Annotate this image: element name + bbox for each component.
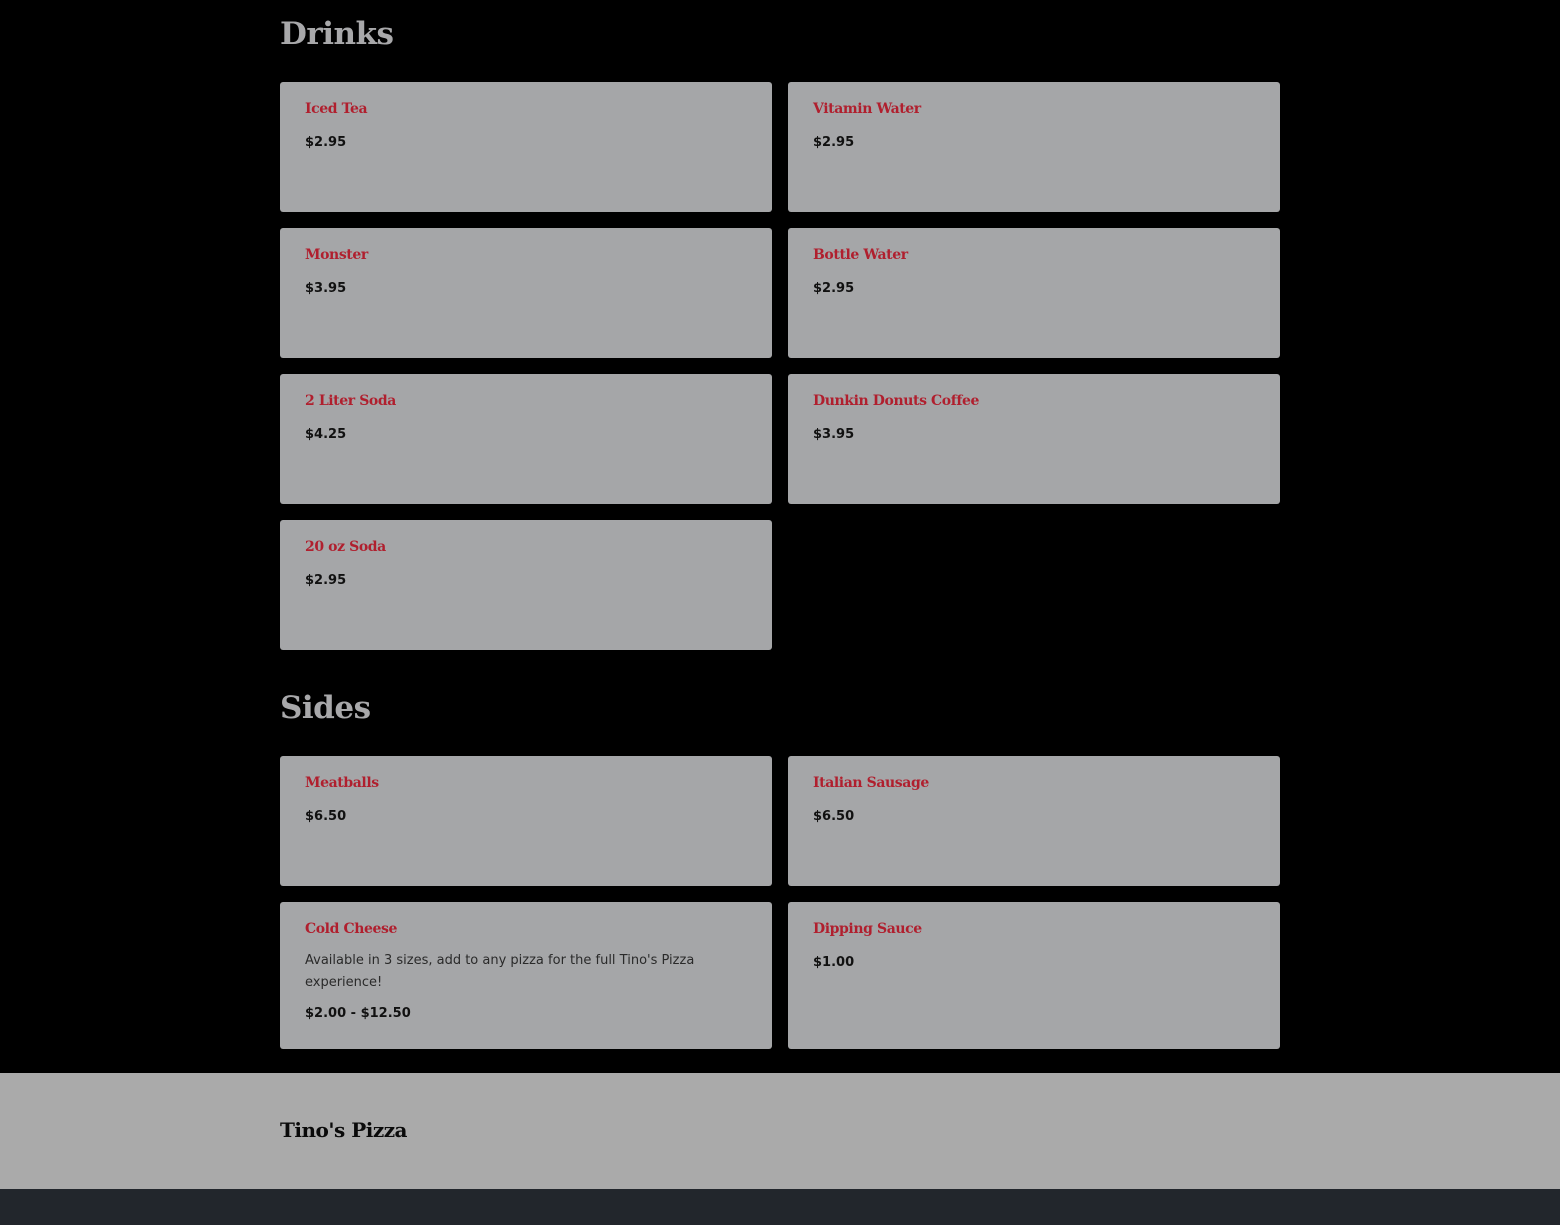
menu-item-price: $3.95: [305, 281, 347, 296]
menu-item-card[interactable]: [280, 520, 772, 650]
sides-grid: [280, 756, 1280, 1049]
menu-item-price: $3.95: [813, 427, 855, 442]
menu-item-card[interactable]: [280, 82, 772, 212]
menu-item-name: Meatballs: [305, 775, 379, 791]
menu-item-card[interactable]: [788, 374, 1280, 504]
menu-item-card[interactable]: [788, 902, 1280, 1049]
menu-item-card[interactable]: [788, 228, 1280, 358]
menu-item-price: $2.95: [305, 135, 347, 150]
menu-item-name: 2 Liter Soda: [305, 393, 396, 409]
menu-item-price: $1.00: [813, 955, 855, 970]
drinks-grid: [280, 82, 1280, 650]
menu-item-card[interactable]: [280, 228, 772, 358]
menu-item-card[interactable]: [280, 902, 772, 1049]
menu-item-price: $2.95: [305, 573, 347, 588]
site-footer: [0, 1073, 1560, 1189]
menu-item-price: $6.50: [305, 809, 347, 824]
section-title-sides: Sides: [280, 690, 371, 726]
menu-item-card[interactable]: [788, 82, 1280, 212]
bottom-bar: [0, 1189, 1560, 1225]
menu-item-name: Dunkin Donuts Coffee: [813, 393, 979, 409]
menu-item-name: Bottle Water: [813, 247, 908, 263]
menu-item-name: Cold Cheese: [305, 921, 397, 937]
menu-item-price: $6.50: [813, 809, 855, 824]
menu-item-name: Vitamin Water: [813, 101, 921, 117]
menu-item-name: 20 oz Soda: [305, 539, 386, 555]
menu-item-name: Italian Sausage: [813, 775, 929, 791]
menu-item-card[interactable]: [280, 756, 772, 886]
menu-item-card[interactable]: [788, 756, 1280, 886]
menu-item-name: Monster: [305, 247, 368, 263]
menu-item-price: $4.25: [305, 427, 347, 442]
menu-item-price: $2.00 - $12.50: [305, 1006, 411, 1021]
menu-item-name: Dipping Sauce: [813, 921, 922, 937]
section-title-drinks: Drinks: [280, 16, 394, 52]
menu-item-name: Iced Tea: [305, 101, 368, 117]
footer-brand-name: Tino's Pizza: [280, 1118, 408, 1142]
menu-item-description: Available in 3 sizes, add to any pizza for the full Tino's Pizza experience!: [305, 953, 695, 990]
menu-item-price: $2.95: [813, 135, 855, 150]
menu-item-price: $2.95: [813, 281, 855, 296]
menu-item-card[interactable]: [280, 374, 772, 504]
